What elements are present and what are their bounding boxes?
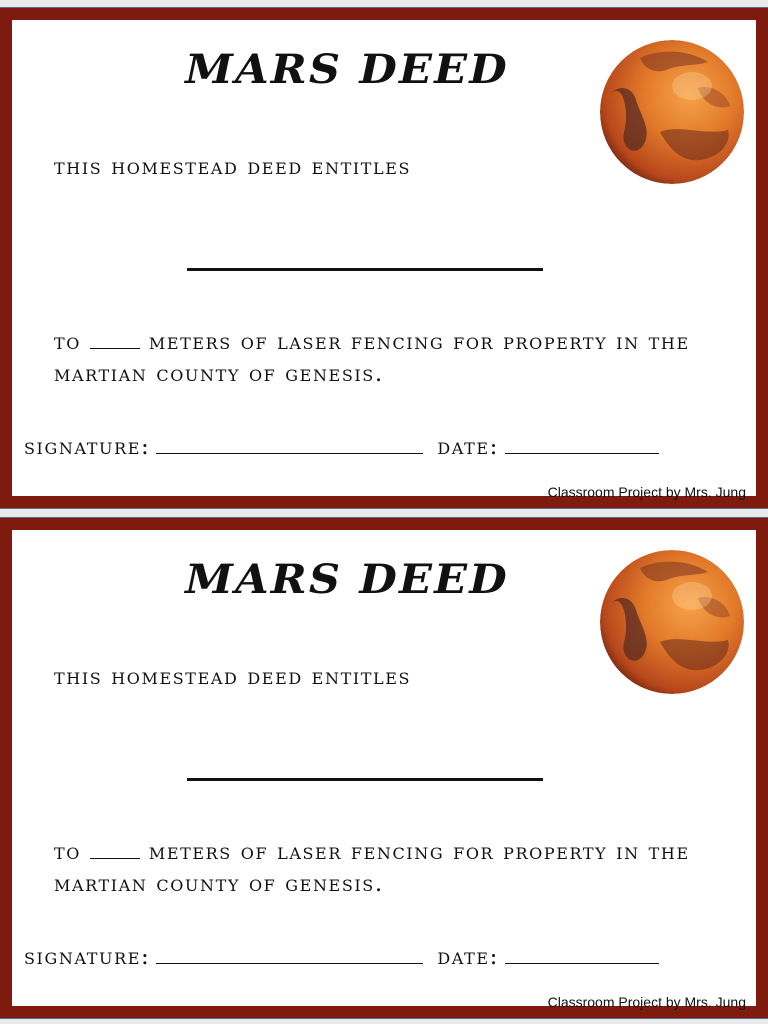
body-suffix: meters of laser fencing for property in the martian county of genesis. (54, 329, 690, 387)
recipient-name-line[interactable] (187, 268, 543, 271)
deed-card (0, 518, 768, 1018)
signature-line[interactable] (156, 435, 423, 454)
date-line[interactable] (505, 945, 659, 964)
meters-blank[interactable] (90, 330, 140, 349)
deed-body-text (54, 326, 754, 390)
mars-planet-icon (600, 550, 744, 694)
date-label: date: (437, 944, 499, 970)
body-prefix: to (54, 839, 81, 865)
deed-title: MARS DEED (185, 556, 509, 603)
signature-row (24, 944, 659, 970)
entitles-text: this homestead deed entitles (54, 664, 412, 690)
signature-label: signature: (24, 434, 151, 460)
recipient-name-line[interactable] (187, 778, 543, 781)
signature-row (24, 434, 659, 460)
credit-text: Classroom Project by Mrs. Jung (547, 994, 746, 1010)
date-label: date: (437, 434, 499, 460)
signature-label: signature: (24, 944, 151, 970)
credit-text: Classroom Project by Mrs. Jung (547, 484, 746, 500)
deed-body-text (54, 836, 754, 900)
signature-line[interactable] (156, 945, 423, 964)
entitles-text: this homestead deed entitles (54, 154, 412, 180)
deed-card (0, 8, 768, 508)
deed-title: MARS DEED (185, 46, 509, 93)
body-suffix: meters of laser fencing for property in the martian county of genesis. (54, 839, 690, 897)
date-line[interactable] (505, 435, 659, 454)
mars-planet-icon (600, 40, 744, 184)
meters-blank[interactable] (90, 840, 140, 859)
body-prefix: to (54, 329, 81, 355)
